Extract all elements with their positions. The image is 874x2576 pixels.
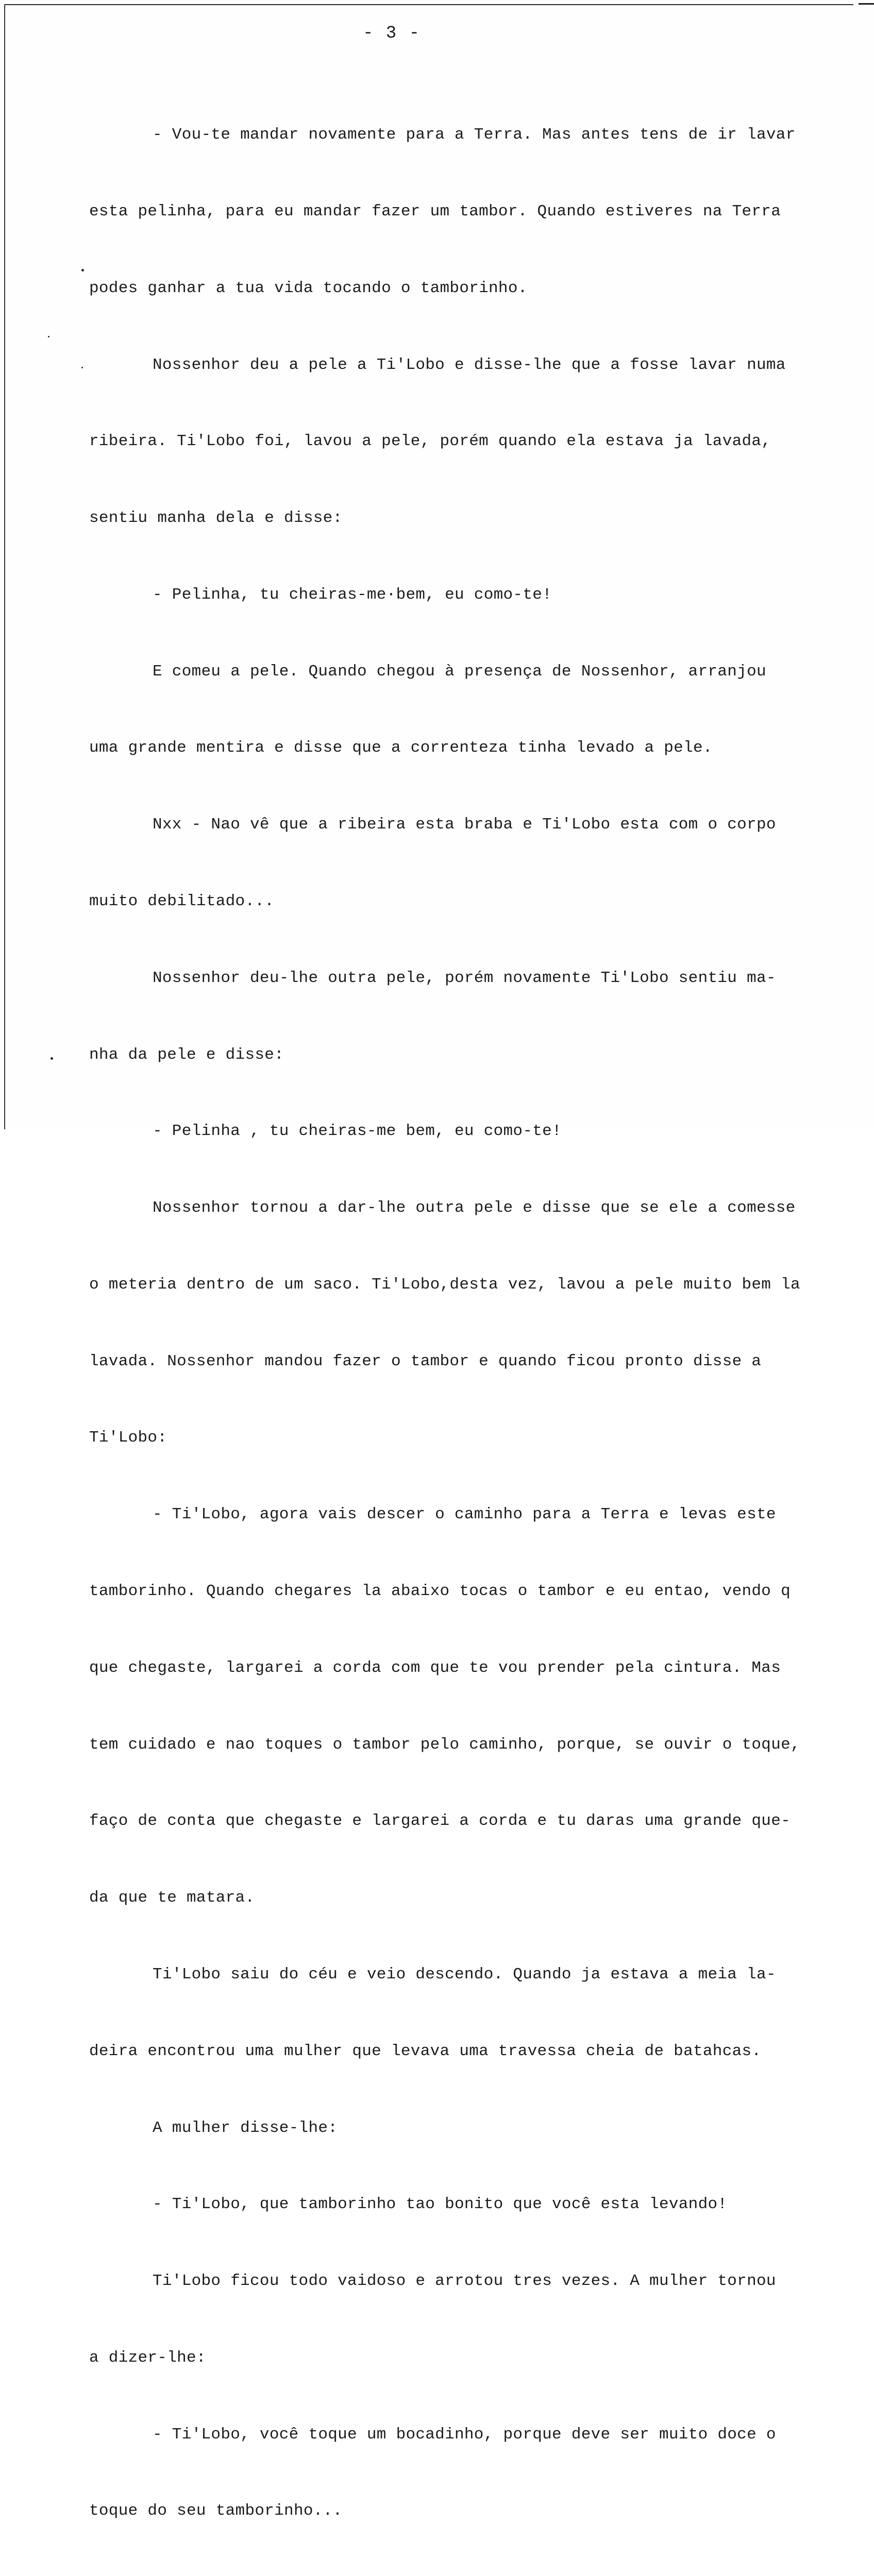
text-line: - Ti'Lobo, você toque um bocadinho, porque deve ser muito doce o <box>153 2425 776 2444</box>
text-line: uma grande mentira e disse que a correnteza tinha levado a pele. <box>89 739 713 757</box>
page-left-border <box>4 4 5 1129</box>
text-line: - Vou-te mandar novamente para a Terra. Mas antes tens de ir lavar <box>153 126 796 144</box>
text-line: Nossenhor tornou a dar-lhe outra pele e disse que se ele a comesse <box>153 1199 796 1217</box>
margin-speck <box>48 336 49 337</box>
text-line: Ti'Lobo saiu do céu e veio descendo. Quando ja estava a meia la- <box>153 1965 776 1984</box>
margin-speck <box>51 1057 53 1060</box>
text-line: o meteria dentro de um saco. Ti'Lobo,desta vez, lavou a pele muito bem la <box>89 1275 800 1294</box>
text-line: sentiu manha dela e disse: <box>89 509 343 528</box>
page-top-border-mark <box>859 3 874 5</box>
text-line: - Pelinha, tu cheiras-me·bem, eu como-te! <box>153 585 552 604</box>
page-number: - 3 - <box>362 24 421 43</box>
text-line: lavada. Nossenhor mandou fazer o tambor e quando ficou pronto disse a <box>89 1352 762 1370</box>
text-line: Nossenhor deu-lhe outra pele, porém novamente Ti'Lobo sentiu ma- <box>153 969 776 987</box>
text-line: Ti'Lobo: <box>89 1429 167 1447</box>
text-line: deira encontrou uma mulher que levava uma travessa cheia de batahcas. <box>89 2042 762 2060</box>
text-line: - Ti'Lobo, agora vais descer o caminho para a Terra e levas este <box>153 1505 776 1524</box>
text-line: E comeu a pele. Quando chegou à presença de Nossenhor, arranjou <box>153 662 766 681</box>
text-line: Ti'Lobo ficou todo vaidoso e arrotou tres vezes. A mulher tornou <box>153 2272 776 2291</box>
text-line: a dizer-lhe: <box>89 2348 206 2367</box>
text-line: da que te matara. <box>89 1889 255 1907</box>
text-line: tamborinho. Quando chegares la abaixo tocas o tambor e eu entao, vendo q <box>89 1582 791 1601</box>
text-line: tem cuidado e nao toques o tambor pelo caminho, porque, se ouvir o toque, <box>89 1735 800 1754</box>
text-line: nha da pele e disse: <box>89 1045 284 1064</box>
text-line: muito debilitado... <box>89 892 275 910</box>
text-line: - Ti'Lobo, que tamborinho tao bonito que você esta levando! <box>153 2195 728 2214</box>
text-line: - Pelinha , tu cheiras-me bem, eu como-te! <box>153 1122 562 1141</box>
text-line: ribeira. Ti'Lobo foi, lavou a pele, porém quando ela estava ja lavada, <box>89 432 771 451</box>
text-line: toque do seu tamborinho... <box>89 2502 343 2520</box>
text-line: faço de conta que chegaste e largarei a corda e tu daras uma grande que- <box>89 1812 791 1831</box>
margin-speck <box>81 367 83 368</box>
page-top-border <box>5 4 853 5</box>
margin-speck <box>81 269 84 272</box>
text-line: Nossenhor deu a pele a Ti'Lobo e disse-lhe que a fosse lavar numa <box>153 355 786 374</box>
body-text <box>89 71 862 2576</box>
text-line: podes ganhar a tua vida tocando o tamborinho. <box>89 279 528 297</box>
text-line: esta pelinha, para eu mandar fazer um tambor. Quando estiveres na Terra <box>89 202 781 221</box>
text-line: Nxx - Nao vê que a ribeira esta braba e Ti'Lobo esta com o corpo <box>153 816 776 834</box>
text-line: A mulher disse-lhe: <box>153 2119 338 2137</box>
text-line: que chegaste, largarei a corda com que te vou prender pela cintura. Mas <box>89 1658 781 1677</box>
